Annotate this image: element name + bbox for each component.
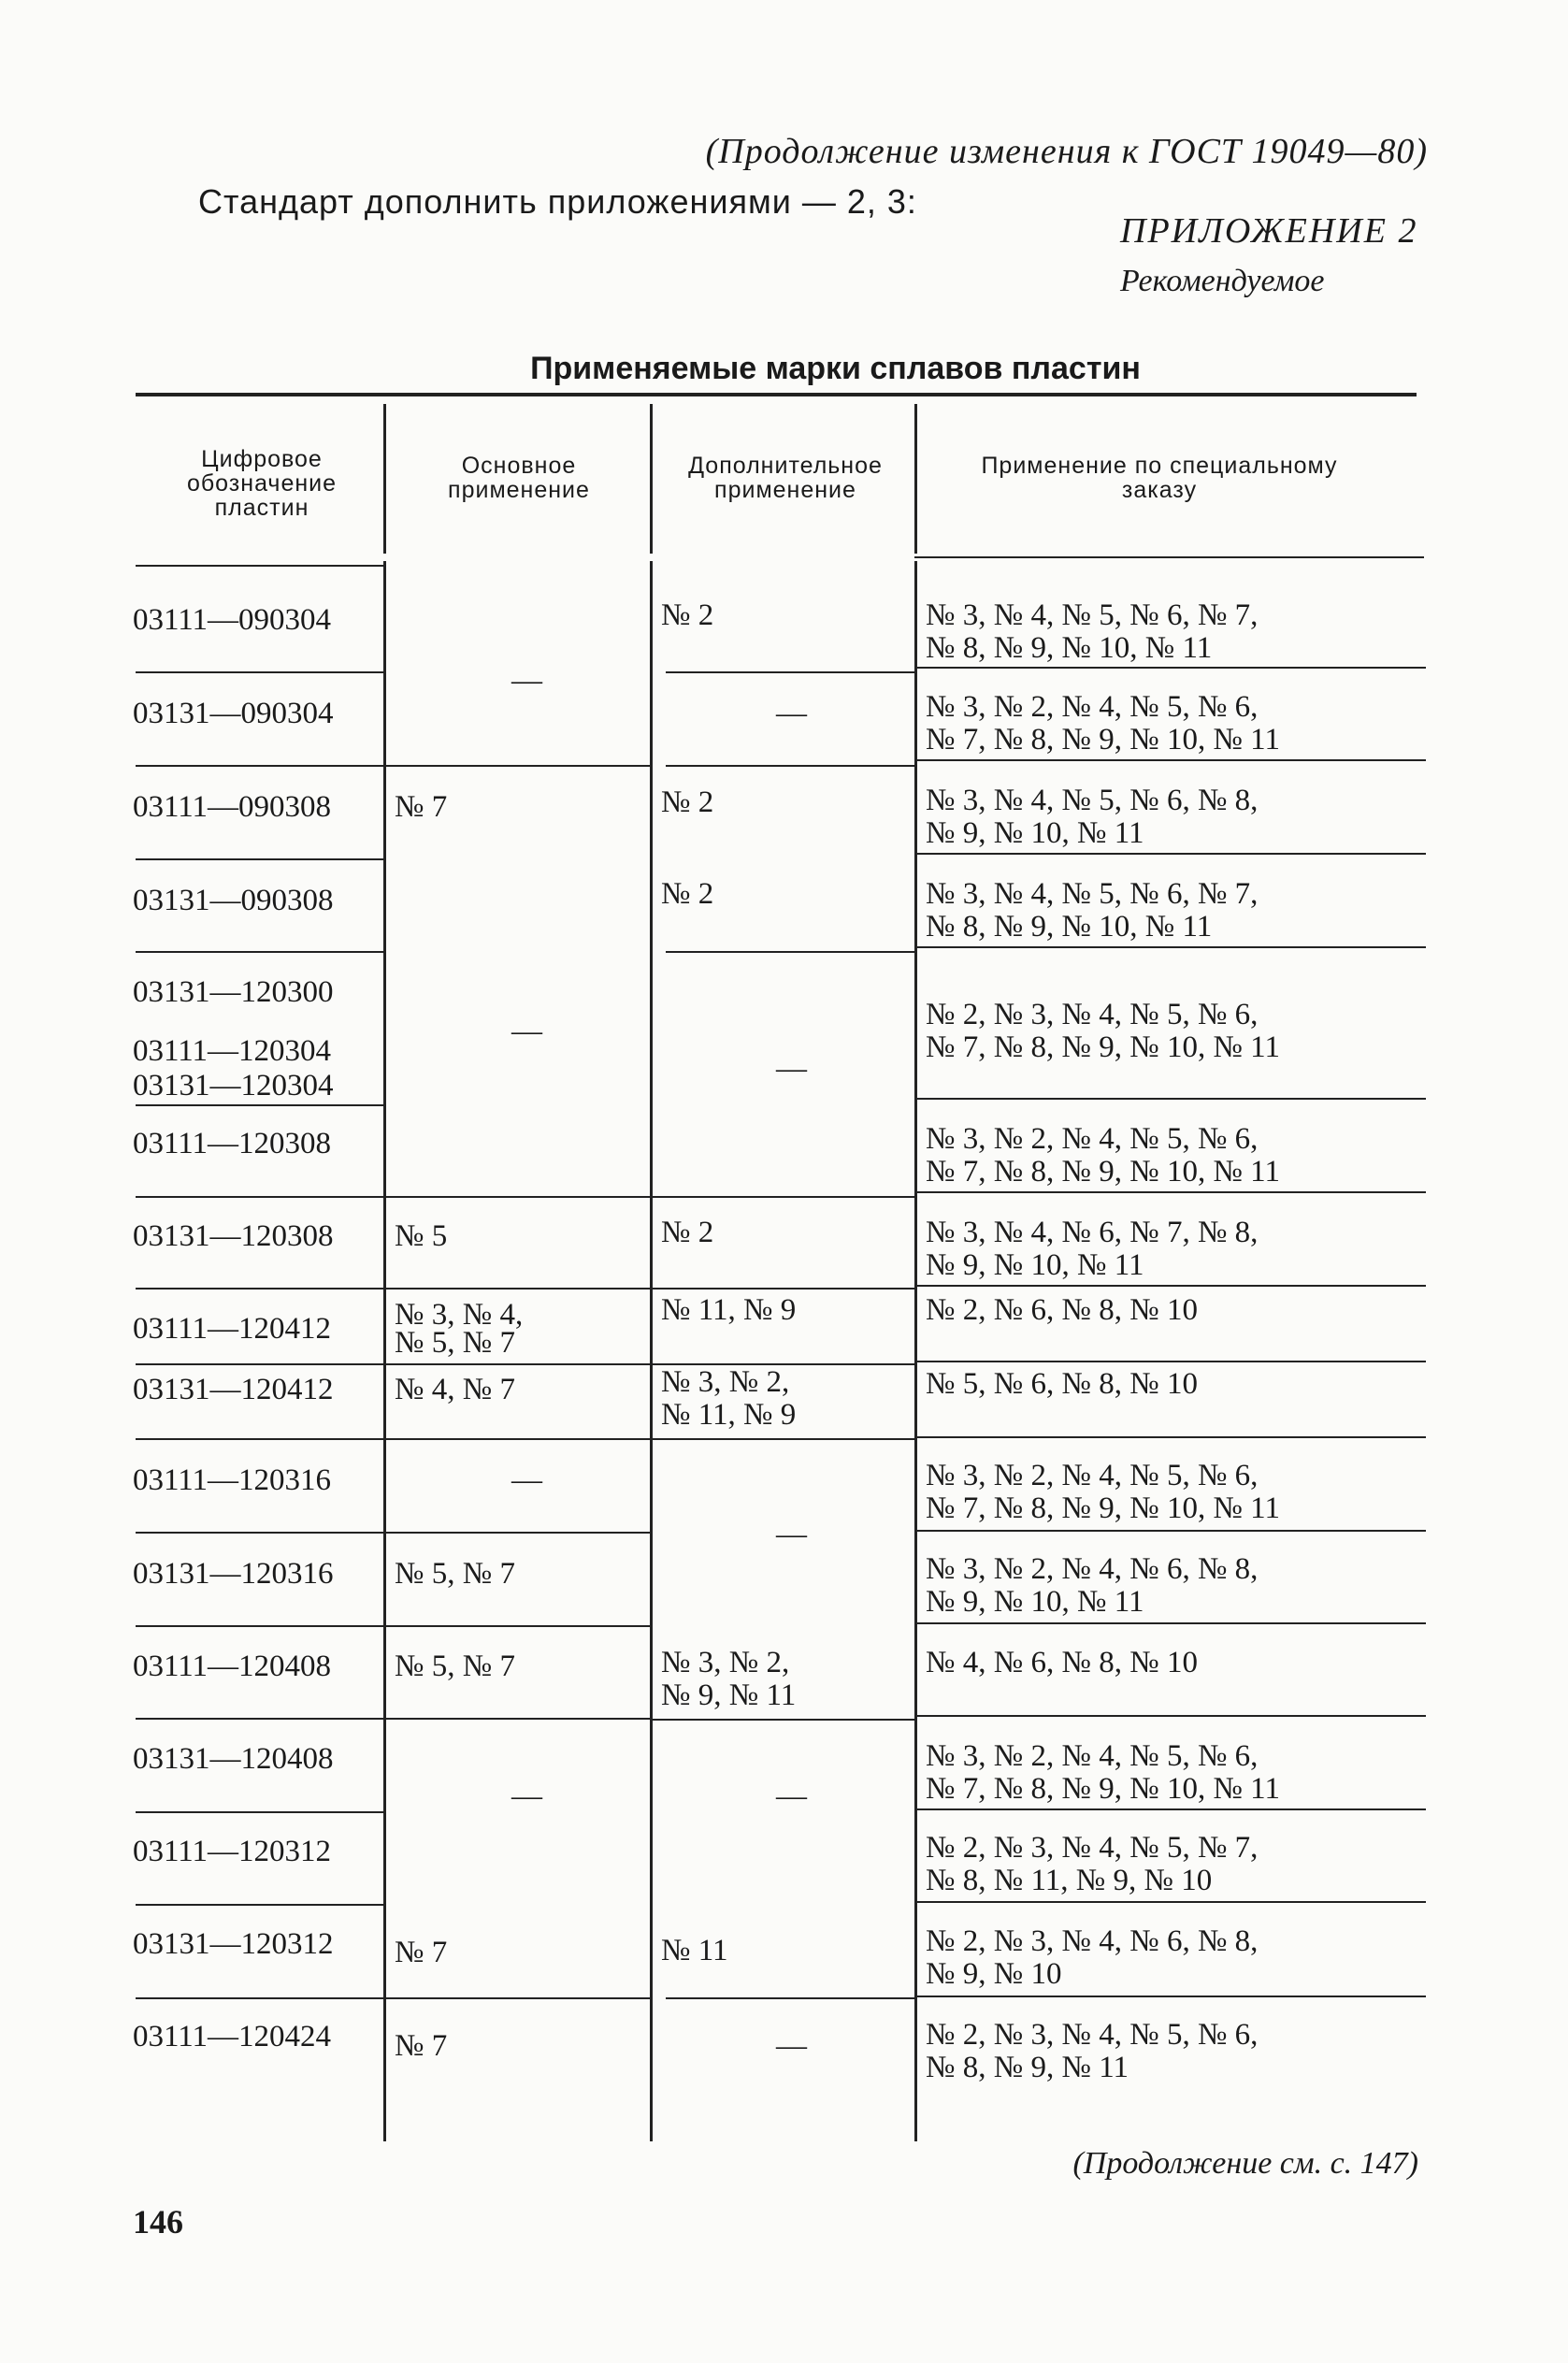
plate-code: 03111—120308	[133, 1127, 332, 1160]
rule	[136, 765, 383, 767]
rule	[916, 1996, 1426, 1997]
plate-code: 03131—120412	[133, 1373, 334, 1406]
rule	[385, 1438, 650, 1440]
special-order: № 8, № 11, № 9, № 10	[926, 1864, 1213, 1897]
main-application: № 3, № 4,	[395, 1298, 524, 1332]
additional-application: —	[776, 1518, 807, 1551]
special-order: № 2, № 3, № 4, № 5, № 6,	[926, 998, 1259, 1031]
main-application: № 7	[395, 2029, 448, 2063]
rule	[916, 946, 1426, 948]
special-order: № 8, № 9, № 11	[926, 2051, 1129, 2084]
special-order: № 3, № 2, № 4, № 5, № 6,	[926, 1739, 1259, 1773]
rule	[136, 858, 383, 860]
rule	[136, 1718, 383, 1720]
special-order: № 2, № 3, № 4, № 5, № 7,	[926, 1831, 1259, 1865]
plate-code: 03131—120308	[133, 1219, 334, 1253]
rule	[916, 1622, 1426, 1624]
rule	[385, 1532, 650, 1534]
plate-code: 03111—120424	[133, 2020, 332, 2053]
rule	[136, 1904, 383, 1906]
rule	[916, 1191, 1426, 1193]
rule	[385, 1288, 650, 1290]
divider	[383, 404, 386, 554]
special-order: № 3, № 4, № 6, № 7, № 8,	[926, 1216, 1259, 1249]
additional-application: № 2	[661, 785, 714, 819]
special-order: № 7, № 8, № 9, № 10, № 11	[926, 1155, 1280, 1189]
plate-code: 03111—120408	[133, 1650, 332, 1683]
rule	[136, 1104, 383, 1106]
plate-code: 03111—090308	[133, 790, 332, 824]
plate-code: 03131—120312	[133, 1927, 334, 1961]
rule	[136, 1196, 383, 1198]
divider	[383, 561, 386, 2141]
additional-application: № 11, № 9	[661, 1293, 797, 1327]
rule	[666, 765, 914, 767]
rule	[136, 1625, 383, 1627]
plate-code: 03111—120312	[133, 1835, 332, 1868]
rule	[914, 556, 1424, 558]
additional-application: № 2	[661, 1216, 714, 1249]
appendix-title: ПРИЛОЖЕНИЕ 2	[1120, 211, 1418, 251]
rule	[916, 1715, 1426, 1717]
rule	[666, 671, 914, 673]
plate-code: 03111—120412	[133, 1312, 332, 1346]
main-application: № 5	[395, 1219, 448, 1253]
rule	[916, 1530, 1426, 1532]
rule	[916, 759, 1426, 761]
additional-application: № 9, № 11	[661, 1679, 797, 1712]
rule	[385, 765, 650, 767]
additional-application: № 11, № 9	[661, 1398, 797, 1432]
main-application: № 4, № 7	[395, 1373, 515, 1406]
intro-text: Стандарт дополнить приложениями — 2, 3:	[198, 182, 917, 221]
rule	[666, 951, 914, 953]
rule	[652, 1438, 914, 1440]
special-order: № 2, № 6, № 8, № 10	[926, 1293, 1198, 1327]
main-application: № 7	[395, 790, 448, 824]
special-order: № 2, № 3, № 4, № 6, № 8,	[926, 1924, 1259, 1958]
column-header-code: Цифровое обозначение пластин	[186, 446, 338, 521]
main-application: —	[511, 1015, 542, 1048]
special-order: № 8, № 9, № 10, № 11	[926, 910, 1213, 944]
plate-code: 03111—120304	[133, 1034, 332, 1068]
rule	[136, 1811, 383, 1813]
main-application: № 7	[395, 1936, 448, 1969]
rule	[136, 1532, 383, 1534]
column-header-main: Основное применение	[448, 453, 590, 503]
special-order: № 3, № 4, № 5, № 6, № 8,	[926, 784, 1259, 817]
additional-application: —	[776, 2029, 807, 2063]
additional-application: № 3, № 2,	[661, 1365, 790, 1399]
rule	[652, 1288, 914, 1290]
divider	[914, 404, 917, 554]
rule	[666, 1997, 914, 1999]
rule	[916, 667, 1426, 669]
additional-application: № 2	[661, 877, 714, 911]
special-order: № 7, № 8, № 9, № 10, № 11	[926, 1772, 1280, 1806]
main-application: —	[511, 1779, 542, 1813]
additional-application: № 3, № 2,	[661, 1646, 790, 1679]
special-order: № 3, № 2, № 4, № 6, № 8,	[926, 1552, 1259, 1586]
plate-code: 03131—120300	[133, 975, 334, 1009]
special-order: № 9, № 10, № 11	[926, 816, 1144, 850]
rule	[916, 1436, 1426, 1438]
special-order: № 9, № 10	[926, 1957, 1062, 1991]
additional-application: —	[776, 1779, 807, 1813]
rule	[916, 1901, 1426, 1903]
special-order: № 7, № 8, № 9, № 10, № 11	[926, 1030, 1280, 1064]
rule	[916, 1808, 1426, 1810]
table-title: Применяемые марки сплавов пластин	[530, 351, 1141, 386]
rule	[916, 1361, 1426, 1362]
main-application: —	[511, 1463, 542, 1497]
additional-application: —	[776, 697, 807, 730]
rule	[385, 1997, 650, 1999]
special-order: № 7, № 8, № 9, № 10, № 11	[926, 1491, 1280, 1525]
special-order: № 4, № 6, № 8, № 10	[926, 1646, 1198, 1679]
page-number: 146	[133, 2203, 183, 2241]
rule	[916, 853, 1426, 855]
rule	[385, 1363, 650, 1365]
special-order: № 7, № 8, № 9, № 10, № 11	[926, 723, 1280, 756]
plate-code: 03111—090304	[133, 603, 332, 637]
divider	[914, 561, 917, 2141]
rule	[136, 951, 383, 953]
continuation-footer: (Продолжение см. с. 147)	[1072, 2146, 1418, 2181]
special-order: № 3, № 4, № 5, № 6, № 7,	[926, 877, 1259, 911]
table-top-rule	[136, 393, 1417, 396]
main-application: № 5, № 7	[395, 1326, 515, 1360]
rule	[652, 1719, 914, 1721]
rule	[385, 1196, 650, 1198]
plate-code: 03131—120304	[133, 1069, 334, 1102]
continuation-header: (Продолжение изменения к ГОСТ 19049—80)	[705, 132, 1428, 171]
special-order: № 8, № 9, № 10, № 11	[926, 631, 1213, 665]
rule	[916, 1285, 1426, 1287]
rule	[916, 1098, 1426, 1100]
additional-application: —	[776, 1052, 807, 1086]
main-application: № 5, № 7	[395, 1650, 515, 1683]
special-order: № 2, № 3, № 4, № 5, № 6,	[926, 2018, 1259, 2052]
special-order: № 3, № 4, № 5, № 6, № 7,	[926, 598, 1259, 632]
rule	[136, 1438, 383, 1440]
rule	[385, 1718, 650, 1720]
rule	[136, 1363, 383, 1365]
divider	[650, 561, 653, 2141]
special-order: № 9, № 10, № 11	[926, 1585, 1144, 1619]
rule	[136, 671, 383, 673]
special-order: № 5, № 6, № 8, № 10	[926, 1367, 1198, 1401]
rule	[652, 1196, 914, 1198]
main-application: № 5, № 7	[395, 1557, 515, 1591]
plate-code: 03131—120408	[133, 1742, 334, 1776]
special-order: № 3, № 2, № 4, № 5, № 6,	[926, 1122, 1259, 1156]
column-header-additional: Дополнительное применение	[688, 453, 883, 503]
plate-code: 03111—120316	[133, 1463, 332, 1497]
plate-code: 03131—090304	[133, 697, 334, 730]
rule	[136, 1997, 383, 1999]
rule	[136, 1288, 383, 1290]
plate-code: 03131—090308	[133, 884, 334, 917]
divider	[650, 404, 653, 554]
additional-application: № 11	[661, 1934, 728, 1967]
special-order: № 3, № 2, № 4, № 5, № 6,	[926, 1459, 1259, 1492]
additional-application: № 2	[661, 598, 714, 632]
main-application: —	[511, 664, 542, 698]
rule	[136, 565, 383, 567]
appendix-status: Рекомендуемое	[1120, 264, 1325, 298]
special-order: № 9, № 10, № 11	[926, 1248, 1144, 1282]
column-header-special: Применение по специальному заказу	[981, 453, 1338, 503]
rule	[385, 1625, 650, 1627]
special-order: № 3, № 2, № 4, № 5, № 6,	[926, 690, 1259, 724]
plate-code: 03131—120316	[133, 1557, 334, 1591]
